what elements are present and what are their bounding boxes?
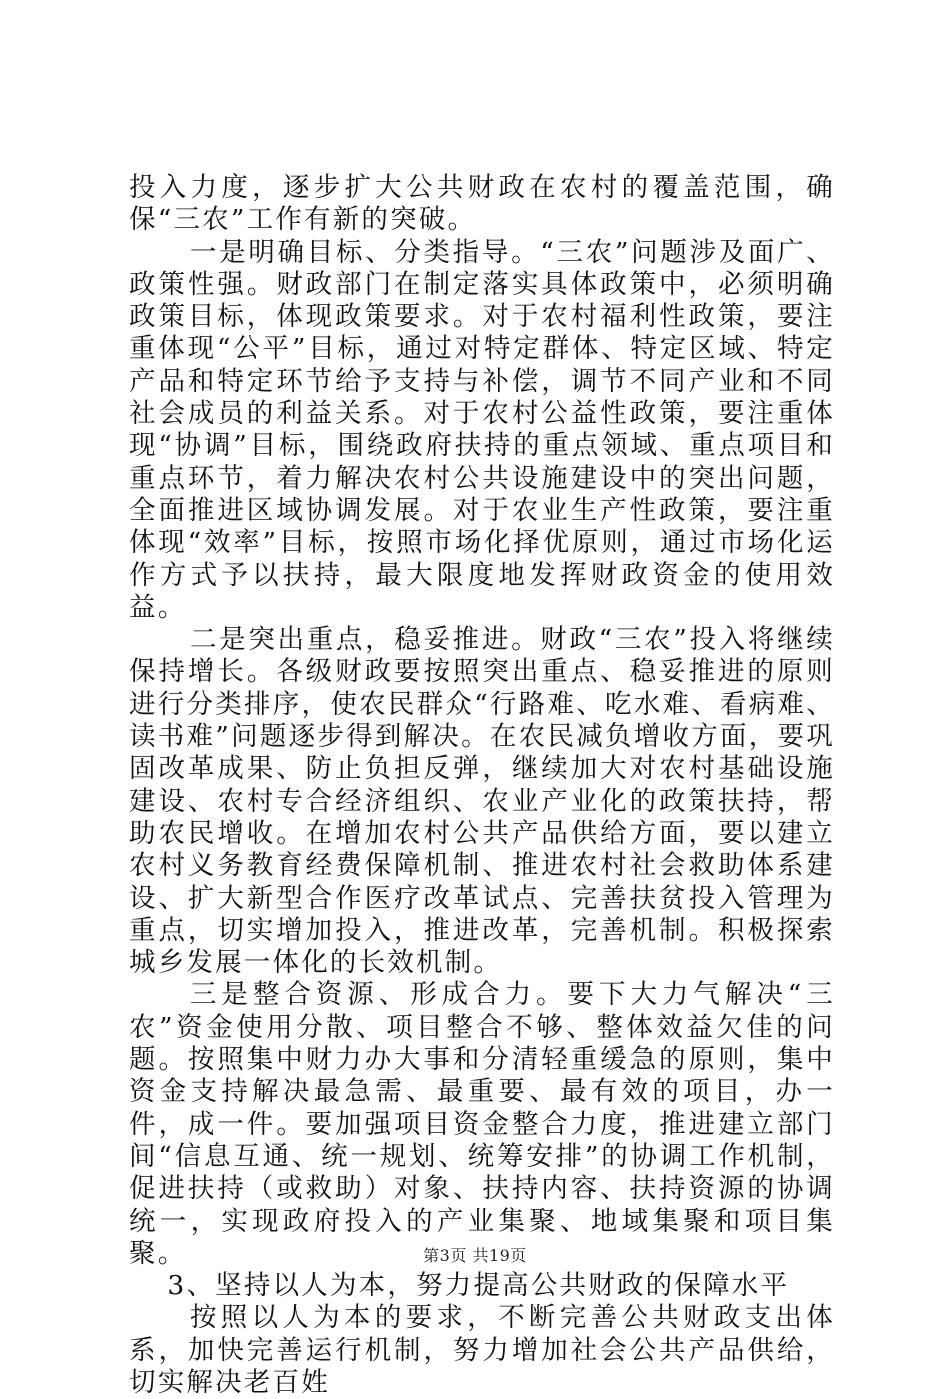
- paragraph-point-one: 一是明确目标、分类指导。“三农”问题涉及面广、政策性强。财政部门在制定落实具体政策中，必须明确政策目标，体现政策要求。对于农村福利性政策，要注重体现“公平”目标，通过对特定群体、特定区域、特定产品和特定环节给予支持与补偿，调节不同产业和不同社会成员的利益关系。对于农村公益性政策，要注重体现“协调”目标，围绕政府扶持的重点领域、重点项目和重点环节，着力解决农村公共设施建设中的突出问题，全面推进区域协调发展。对于农业生产性政策，要注重体现“效率”目标，按照市场化择优原则，通过市场化运作方式予以扶持，最大限度地发挥财政资金的使用效益。: [129, 236, 835, 623]
- section-heading: 3、坚持以人为本，努力提高公共财政的保障水平: [167, 1270, 790, 1302]
- paragraph-section-intro: 按照以人为本的要求，不断完善公共财政支出体系，加快完善运行机制，努力增加社会公共产品供给，切实解决老百姓: [129, 1302, 835, 1398]
- paragraph-point-two: 二是突出重点，稳妥推进。财政“三农”投入将继续保持增长。各级财政要按照突出重点、稳妥推进的原则进行分类排序，使农民群众“行路难、吃水难、看病难、读书难”问题逐步得到解决。在农民减负增收方面，要巩固改革成果、防止负担反弹，继续加大对农村基础设施建设、农村专合经济组织、农业产业化的政策扶持，帮助农民增收。在增加农村公共产品供给方面，要以建立农村义务教育经费保障机制、推进农村社会救助体系建设、扩大新型合作医疗改革试点、完善扶贫投入管理为重点，切实增加投入，推进改革，完善机制。积极探索城乡发展一体化的长效机制。: [129, 624, 835, 979]
- paragraph-point-three: 三是整合资源、形成合力。要下大力气解决“三农”资金使用分散、项目整合不够、整体效益欠佳的问题。按照集中财力办大事和分清轻重缓急的原则，集中资金支持解决最急需、最重要、最有效的项目，办一件，成一件。要加强项目资金整合力度，推进建立部门间“信息互通、统一规划、统筹安排”的协调工作机制，促进扶持（或救助）对象、扶持内容、扶持资源的协调统一，实现政府投入的产业集聚、地域集聚和项目集聚。: [129, 979, 835, 1269]
- paragraph-continuation: 投入力度，逐步扩大公共财政在农村的覆盖范围，确保“三农”工作有新的突破。: [129, 172, 835, 236]
- page-footer: 第3页 共19页: [423, 1246, 527, 1265]
- document-body: [129, 172, 835, 1399]
